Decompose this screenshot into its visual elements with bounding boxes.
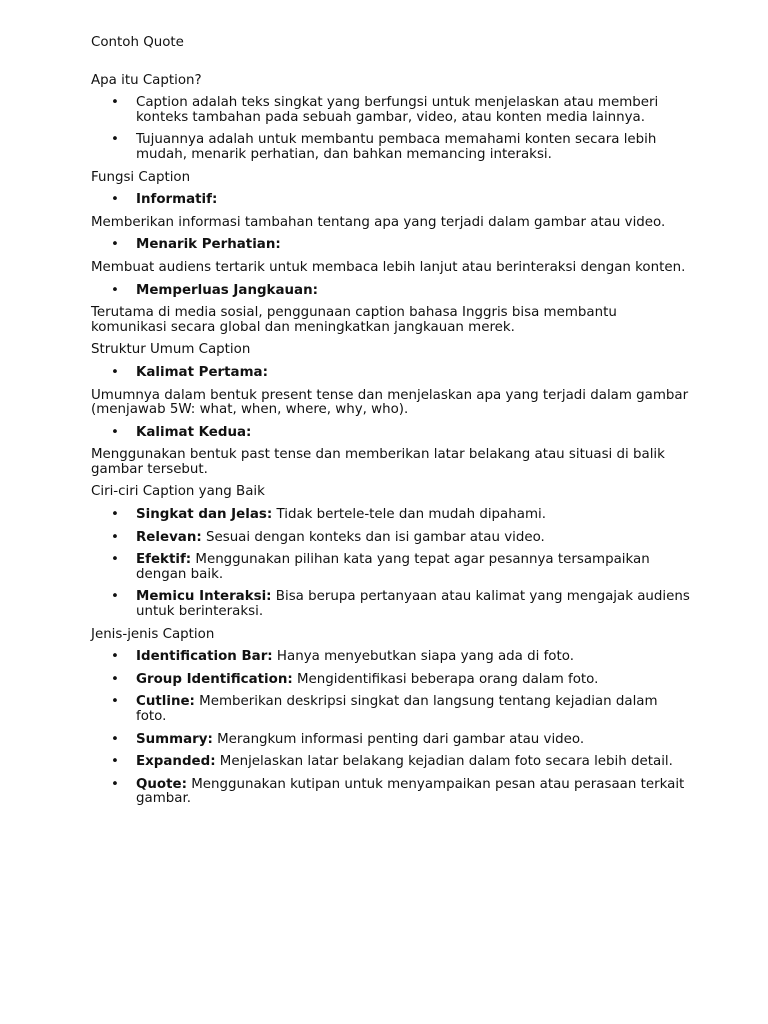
term-label: Kalimat Pertama:: [136, 364, 268, 380]
term-label: Cutline:: [136, 694, 195, 710]
section-struktur-umum-caption: [91, 343, 691, 477]
term-label: Menarik Perhatian:: [136, 237, 281, 253]
term-label: Efektif:: [136, 552, 192, 568]
list-item: [111, 95, 691, 125]
bullet-icon: •: [111, 507, 119, 523]
bullet-list: [91, 508, 691, 620]
list-item-text: Bisa berupa pertanyaan atau kalimat yang mengajak audiens untuk berinteraksi.: [136, 589, 690, 620]
list-item: [111, 649, 691, 665]
bullet-icon: •: [111, 731, 119, 747]
list-item: [111, 529, 691, 546]
list-item: [111, 282, 691, 299]
bullet-icon: •: [111, 776, 119, 792]
bullet-icon: •: [111, 694, 119, 710]
list-item: [111, 192, 691, 208]
list-item: [111, 589, 691, 620]
list-item: [111, 424, 691, 441]
section-apa-itu-caption: [91, 74, 691, 163]
term-label: Kalimat Kedua:: [136, 424, 252, 440]
list-item-text: Caption adalah teks singkat yang berfungsi untuk menjelaskan atau memberi konteks tambahan pada sebuah gambar, video, atau konten media lainnya.: [136, 95, 659, 125]
list-item: [111, 507, 691, 523]
section-ciri-ciri-caption: [91, 485, 691, 619]
list-item-text: Menjelaskan latar belakang kejadian dalam foto secara lebih detail.: [215, 754, 673, 770]
bullet-icon: •: [111, 282, 119, 298]
term-label: Relevan:: [136, 529, 202, 545]
section-heading: Ciri-ciri Caption yang Baik: [91, 484, 265, 500]
list-item: [111, 237, 691, 253]
bullet-icon: •: [111, 424, 119, 440]
bullet-list: [91, 193, 691, 208]
term-description: Terutama di media sosial, penggunaan caption bahasa Inggris bisa membantu komunikasi secara global dan meningkatkan jangkauan merek.: [91, 305, 617, 335]
section-heading: Struktur Umum Caption: [91, 342, 251, 358]
term-label: Quote:: [136, 776, 187, 792]
bullet-icon: •: [111, 192, 119, 208]
bullet-icon: •: [111, 364, 119, 380]
bullet-list: [91, 284, 691, 299]
term-description: Menggunakan bentuk past tense dan memberikan latar belakang atau situasi di balik gambar tersebut.: [91, 447, 665, 477]
term-description: Umumnya dalam bentuk present tense dan menjelaskan apa yang terjadi dalam gambar (menjawab 5W: what, when, where, why, who).: [91, 387, 689, 418]
list-item-text: Sesuai dengan konteks dan isi gambar atau video.: [201, 529, 545, 545]
document-page: [91, 36, 691, 815]
list-item: [111, 754, 691, 770]
list-item-text: Tujuannya adalah untuk membantu pembaca memahami konten secara lebih mudah, menarik perhatian, dan bahkan memancing interaksi.: [136, 132, 657, 162]
bullet-icon: •: [111, 671, 119, 687]
list-item: [111, 552, 691, 582]
list-item: [111, 776, 691, 807]
bullet-list: [91, 96, 691, 162]
list-item-text: Memberikan deskripsi singkat dan langsung tentang kejadian dalam foto.: [136, 694, 658, 724]
term-description: Membuat audiens tertarik untuk membaca lebih lanjut atau berinteraksi dengan konten.: [91, 259, 686, 275]
section-fungsi-caption: [91, 171, 691, 336]
term-label: Memperluas Jangkauan:: [136, 282, 318, 298]
bullet-icon: •: [111, 754, 119, 770]
list-item: [111, 671, 691, 688]
document-title: Contoh Quote: [91, 35, 184, 50]
term-label: Summary:: [136, 731, 213, 747]
list-item-text: Merangkum informasi penting dari gambar atau video.: [212, 731, 585, 747]
term-label: Singkat dan Jelas:: [136, 507, 273, 523]
section-heading: Fungsi Caption: [91, 169, 191, 185]
term-description: Memberikan informasi tambahan tentang apa yang terjadi dalam gambar atau video.: [91, 214, 666, 230]
bullet-icon: •: [111, 552, 119, 568]
list-item: [111, 694, 691, 724]
term-label: Identification Bar:: [136, 649, 273, 665]
list-item: [111, 364, 691, 381]
list-item: [111, 132, 691, 162]
list-item: [111, 731, 691, 748]
bullet-list: [91, 426, 691, 441]
list-item-text: Menggunakan pilihan kata yang tepat agar pesannya tersampaikan dengan baik.: [136, 552, 650, 582]
list-item-text: Tidak bertele-tele dan mudah dipahami.: [272, 507, 546, 523]
bullet-list: [91, 366, 691, 381]
term-label: Group Identification:: [136, 671, 293, 687]
term-label: Expanded:: [136, 754, 216, 770]
section-jenis-jenis-caption: [91, 628, 691, 807]
section-heading: Apa itu Caption?: [91, 72, 202, 88]
term-label: Informatif:: [136, 192, 218, 208]
bullet-icon: •: [111, 649, 119, 665]
list-item-text: Hanya menyebutkan siapa yang ada di foto.: [272, 649, 574, 665]
bullet-list: [91, 650, 691, 807]
section-heading: Jenis-jenis Caption: [91, 626, 215, 642]
term-label: Memicu Interaksi:: [136, 589, 272, 605]
bullet-icon: •: [111, 132, 119, 148]
bullet-icon: •: [111, 237, 119, 253]
list-item-text: Menggunakan kutipan untuk menyampaikan pesan atau perasaan terkait gambar.: [136, 776, 685, 807]
bullet-icon: •: [111, 589, 119, 605]
list-item-text: Mengidentifikasi beberapa orang dalam foto.: [292, 671, 599, 687]
bullet-list: [91, 238, 691, 253]
bullet-icon: •: [111, 529, 119, 545]
bullet-icon: •: [111, 95, 119, 111]
